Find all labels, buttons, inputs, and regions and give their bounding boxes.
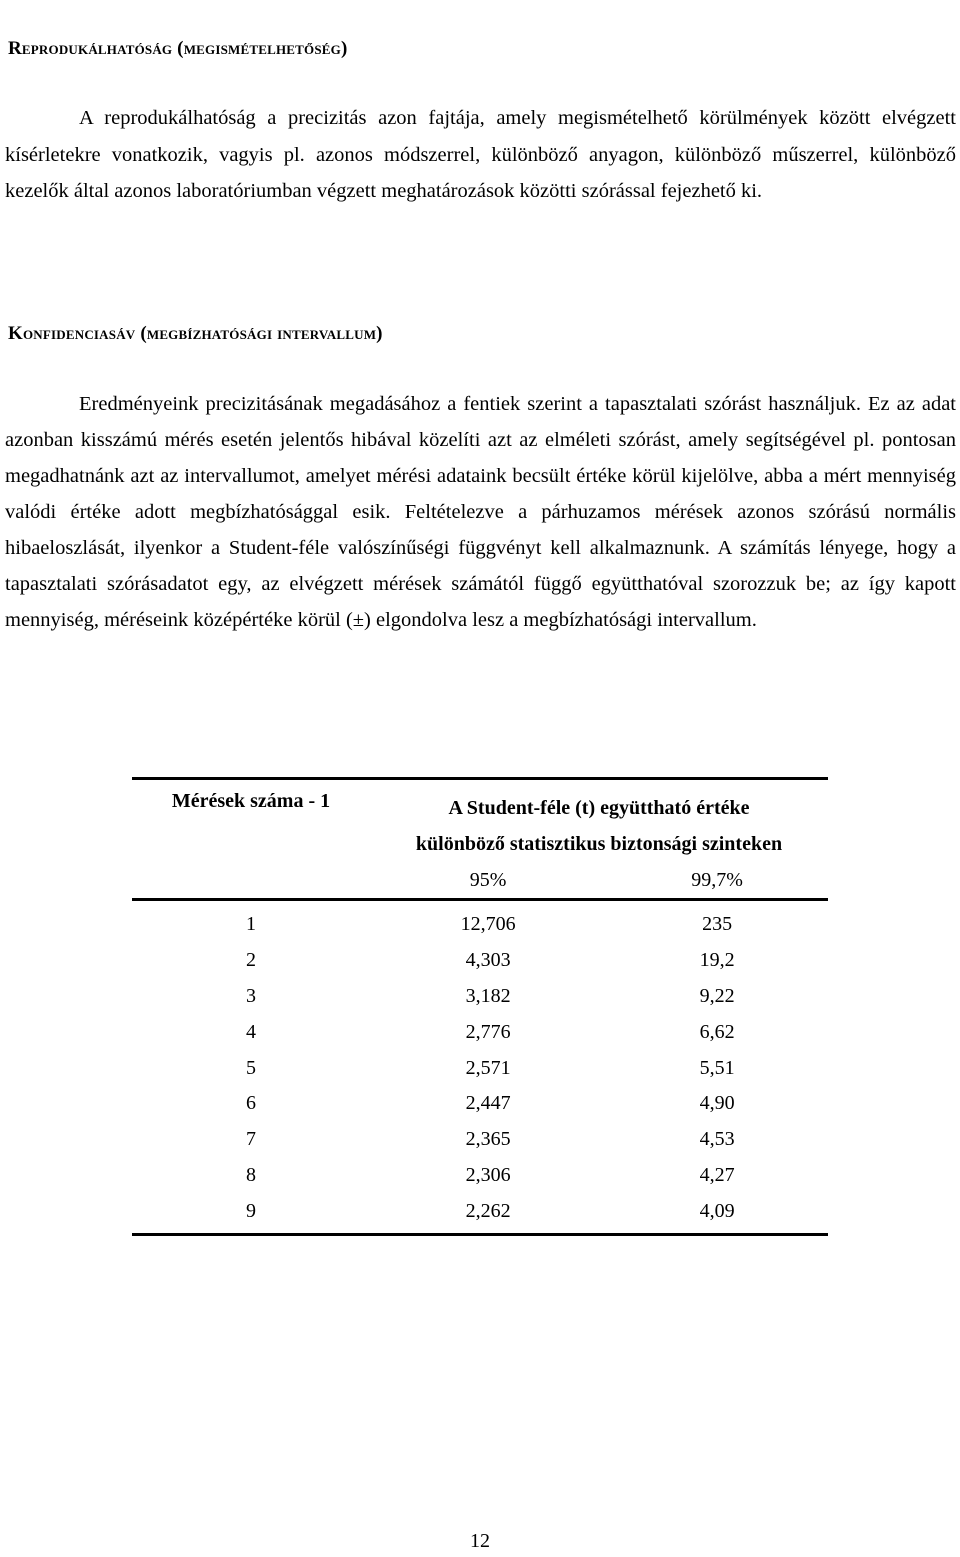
paragraph-confidence-interval: Eredményeink precizitásának megadásához a fentiek szerint a tapasztalati szórást használjuk. Ez az adat azonban kisszámú mérés esetén jelentős hibával közelíti azt az elméleti szórást, amely segítségével pl. pontosan megadhatnánk azt az intervallumot, amelyet mérési adataink becsült értéke körül kijelölve, abba a mért mennyiség valódi értéke adott megbízhatósággal esik. Feltételezve a párhuzamos mérések azonos szórású normális hibaeloszlását, ilyenkor a Student-féle valószínűségi függvényt kell alkalmaznunk. A számítás lényege, hogy a tapasztalati szórásadatot egy, az elvégzett mérések számától függő együtthatóval szorozzuk be; az így kapott mennyiség, méréseink középértéke körül (±) elgondolva lesz a megbízhatósági intervallum. [5, 393, 956, 631]
cell-t95: 2,571 [465, 1056, 511, 1079]
cell-t997: 235 [702, 913, 733, 936]
cell-t95: 2,262 [465, 1199, 511, 1222]
cell-n: 3 [246, 984, 256, 1007]
cell-n: 1 [246, 913, 256, 936]
table-row [132, 1086, 828, 1122]
table-row [132, 979, 828, 1015]
page-number: 12 [470, 1530, 490, 1552]
cell-t95: 2,306 [465, 1163, 511, 1186]
subheader-99-7: 99,7% [606, 862, 828, 900]
cell-t95: 12,706 [460, 913, 516, 936]
cell-n: 7 [246, 1128, 256, 1151]
column-header-measurements: Mérések száma - 1 [171, 790, 331, 812]
cell-t95: 2,365 [465, 1128, 511, 1151]
table-row [132, 1050, 828, 1086]
cell-t997: 19,2 [699, 949, 735, 972]
column-header-student-line1: A Student-féle (t) együttható értéke [448, 796, 750, 819]
column-header-student-line2: különböző statisztikus biztonsági szinteken [415, 832, 783, 855]
cell-t997: 4,90 [699, 1092, 735, 1115]
cell-t997: 5,51 [699, 1056, 735, 1079]
cell-t95: 2,776 [465, 1020, 511, 1043]
table-row [132, 900, 828, 943]
table-row [132, 943, 828, 979]
section-heading-reproducibility: Reprodukálhatóság (megismételhetőség) [8, 38, 348, 59]
table-row [132, 1122, 828, 1158]
cell-t997: 9,22 [699, 984, 735, 1007]
table-row [132, 1193, 828, 1234]
cell-t997: 4,09 [699, 1199, 735, 1222]
table-row [132, 1014, 828, 1050]
subheader-95: 95% [370, 862, 606, 900]
cell-t997: 6,62 [699, 1020, 735, 1043]
paragraph-reproducibility: A reprodukálhatóság a precizitás azon fajtája, amely megismételhető körülmények között elvégzett kísérletekre vonatkozik, vagyis pl. azonos módszerrel, különböző anyagon, különböző műszerrel, különböző kezelők által azonos laboratóriumban végzett meghatározások közötti szórással fejezhető ki. [5, 107, 956, 202]
section-heading-confidence-interval: Konfidenciasáv (megbízhatósági intervallum) [8, 323, 383, 344]
cell-t95: 2,447 [465, 1092, 511, 1115]
cell-n: 6 [246, 1092, 256, 1115]
student-t-table [132, 777, 828, 1236]
cell-n: 2 [246, 949, 256, 972]
cell-n: 4 [246, 1020, 256, 1043]
cell-t997: 4,27 [699, 1163, 735, 1186]
cell-n: 8 [246, 1163, 256, 1186]
table-row [132, 1158, 828, 1194]
cell-t997: 4,53 [699, 1128, 735, 1151]
cell-n: 9 [246, 1199, 256, 1222]
cell-n: 5 [246, 1056, 256, 1079]
column-header-blank [132, 862, 370, 900]
cell-t95: 3,182 [465, 984, 511, 1007]
cell-t95: 4,303 [465, 949, 511, 972]
